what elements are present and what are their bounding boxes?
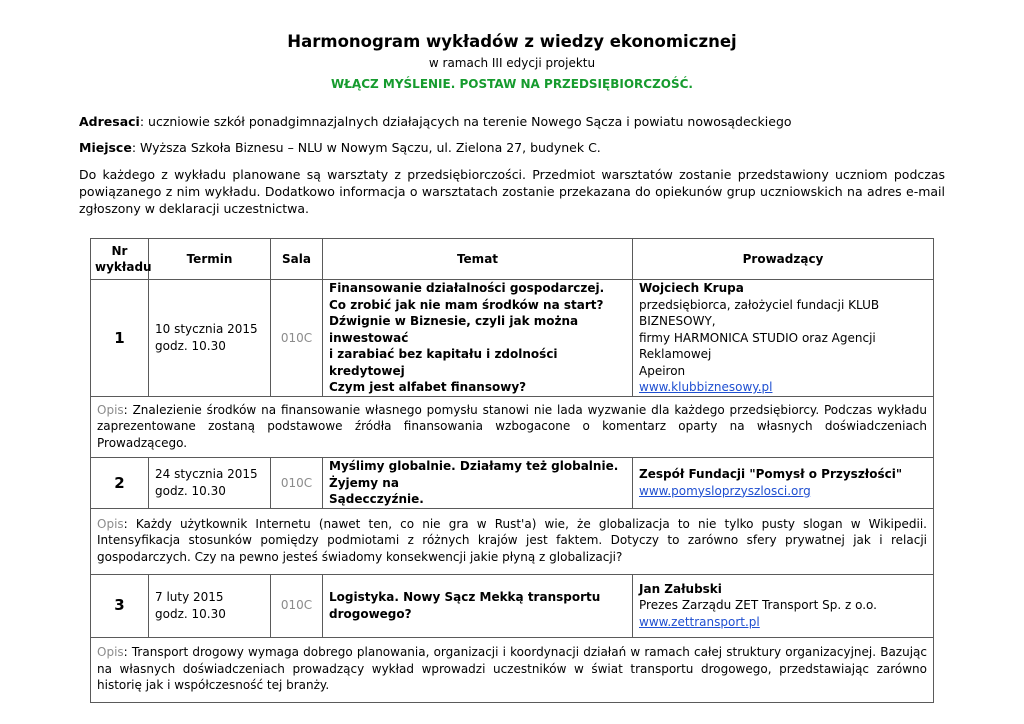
lecturer-name: Zespół Fundacji "Pomysł o Przyszłości" [639, 467, 903, 482]
table-row-description [91, 637, 934, 702]
description-text: : Transport drogowy wymaga dobrego planowania, organizacji i koordynacji działań w ramach całej struktury organizacyjnej. Bazując na własnych doświadczeniach prowadzący wykład wprowadzi uczestników w świat transportu drogowego, przedstawiając zarówno historię jak i współczesność tej branży. [97, 645, 927, 693]
lecture-topic [323, 280, 633, 397]
lecture-date-time: godz. 10.30 [155, 606, 226, 621]
lecture-date [149, 280, 271, 397]
lecture-topic [323, 574, 633, 637]
lecturer [633, 458, 934, 509]
lecture-room: 010C [271, 280, 323, 397]
table-row-description [91, 396, 934, 458]
table-row-description [91, 508, 934, 574]
description-label: Opis [97, 645, 124, 660]
lecture-date-day: 10 stycznia 2015 [155, 322, 258, 337]
lecture-description [91, 508, 934, 574]
lecturer-name: Jan Załubski [639, 581, 722, 596]
lecture-number: 2 [91, 458, 149, 509]
header-temat: Temat [323, 239, 633, 280]
topic-line: Co zrobić jak nie mam środków na start? [329, 297, 604, 312]
lecturer-website-link[interactable]: www.klubbiznesowy.pl [639, 380, 773, 394]
adresaci-text: : uczniowie szkół ponadgimnazjalnych działających na terenie Nowego Sącza i powiatu nowosądeckiego [139, 114, 792, 129]
header-nr: Nr wykładu [91, 239, 149, 280]
description-text: : Znalezienie środków na finansowanie własnego pomysłu stanowi nie lada wyzwanie dla każdego przedsiębiorcy. Podczas wykładu zaprezentowane zostaną podstawowe źródła finansowania wzbogacone o komentarz oparty na własnych doświadczeniach Prowadzącego. [97, 402, 927, 450]
lecture-description [91, 396, 934, 458]
lecturer-desc: przedsiębiorca, założyciel fundacji KLUB BIZNESOWY, [639, 297, 880, 328]
lecture-topic [323, 458, 633, 509]
lecture-date-day: 7 luty 2015 [155, 590, 224, 604]
topic-line: Dźwignie w Biznesie, czyli jak można inwestować [329, 314, 579, 345]
lecturer-desc: Prezes Zarządu ZET Transport Sp. z o.o. [639, 598, 877, 613]
lecture-room: 010C [271, 458, 323, 509]
page-title: Harmonogram wykładów z wiedzy ekonomicznej [287, 32, 737, 51]
topic-line: i zarabiać bez kapitału i zdolności kredytowej [329, 347, 558, 378]
miejsce-line [79, 139, 945, 156]
schedule-table [90, 238, 934, 703]
lecturer-desc: firmy HARMONICA STUDIO oraz Agencji Reklamowej [639, 330, 876, 361]
page-subtitle: w ramach III edycji projektu [428, 56, 596, 70]
lecture-date-time: godz. 10.30 [155, 338, 226, 353]
lecture-room: 010C [271, 574, 323, 637]
table-header-row [91, 239, 934, 280]
table-row [91, 458, 934, 509]
lecturer-name: Wojciech Krupa [639, 281, 744, 295]
lecturer-desc: Apeiron [639, 363, 686, 378]
lecturer [633, 280, 934, 397]
description-label: Opis [97, 402, 124, 417]
table-row [91, 280, 934, 397]
table-row [91, 574, 934, 637]
description-text: : Każdy użytkownik Internetu (nawet ten, co nie gra w Rust'a) wie, że globalizacja to nie tylko pusty slogan w Wikipedii. Intensyfikacja stosunków pomiędzy podmiotami z różnych krajów jest faktem. Dotyczy to zarówno sfery prywatnej jak i relacji gospodarczych. Czy na pewno jesteś świadomy konsekwencji jakie płyną z globalizacji? [97, 516, 927, 564]
lecture-date [149, 574, 271, 637]
topic-line: Myślimy globalnie. Działamy też globalnie. Żyjemy na [329, 459, 619, 490]
project-slogan: WŁĄCZ MYŚLENIE. POSTAW NA PRZEDSIĘBIORCZOŚĆ. [330, 77, 693, 91]
lecture-number: 3 [91, 574, 149, 637]
header-sala: Sala [271, 239, 323, 280]
topic-line: Finansowanie działalności gospodarczej. [329, 281, 605, 295]
topic-line: Logistyka. Nowy Sącz Mekką transportu drogowego? [329, 590, 601, 621]
lecture-date [149, 458, 271, 509]
miejsce-text: : Wyższa Szkoła Biznesu – NLU w Nowym Sączu, ul. Zielona 27, budynek C. [131, 140, 601, 155]
lecturer-website-link[interactable]: www.pomysloprzyszlosci.org [639, 483, 811, 498]
lecturer-website-link[interactable]: www.zettransport.pl [639, 614, 760, 629]
topic-line: Czym jest alfabet finansowy? [329, 380, 527, 394]
lecture-date-time: godz. 10.30 [155, 483, 226, 498]
lecture-number: 1 [91, 280, 149, 397]
miejsce-label: Miejsce [79, 140, 132, 155]
info-paragraph: Do każdego z wykładu planowane są warsztaty z przedsiębiorczości. Przedmiot warsztatów zostanie przedstawiony uczniom podczas powiązanego z nim wykładu. Dodatkowo informacja o warsztatach zostanie przekazana do opiekunów grup uczniowskich na adres e-mail zgłoszony w deklaracji uczestnictwa. [79, 167, 945, 216]
header-termin: Termin [149, 239, 271, 280]
topic-line: Sądecczyźnie. [329, 492, 424, 506]
adresaci-line [79, 113, 945, 130]
lecturer [633, 574, 934, 637]
lecture-date-day: 24 stycznia 2015 [155, 467, 258, 482]
lecture-description [91, 637, 934, 702]
description-label: Opis [97, 516, 124, 531]
header-prowadzacy: Prowadzący [633, 239, 934, 280]
adresaci-label: Adresaci [79, 114, 140, 129]
